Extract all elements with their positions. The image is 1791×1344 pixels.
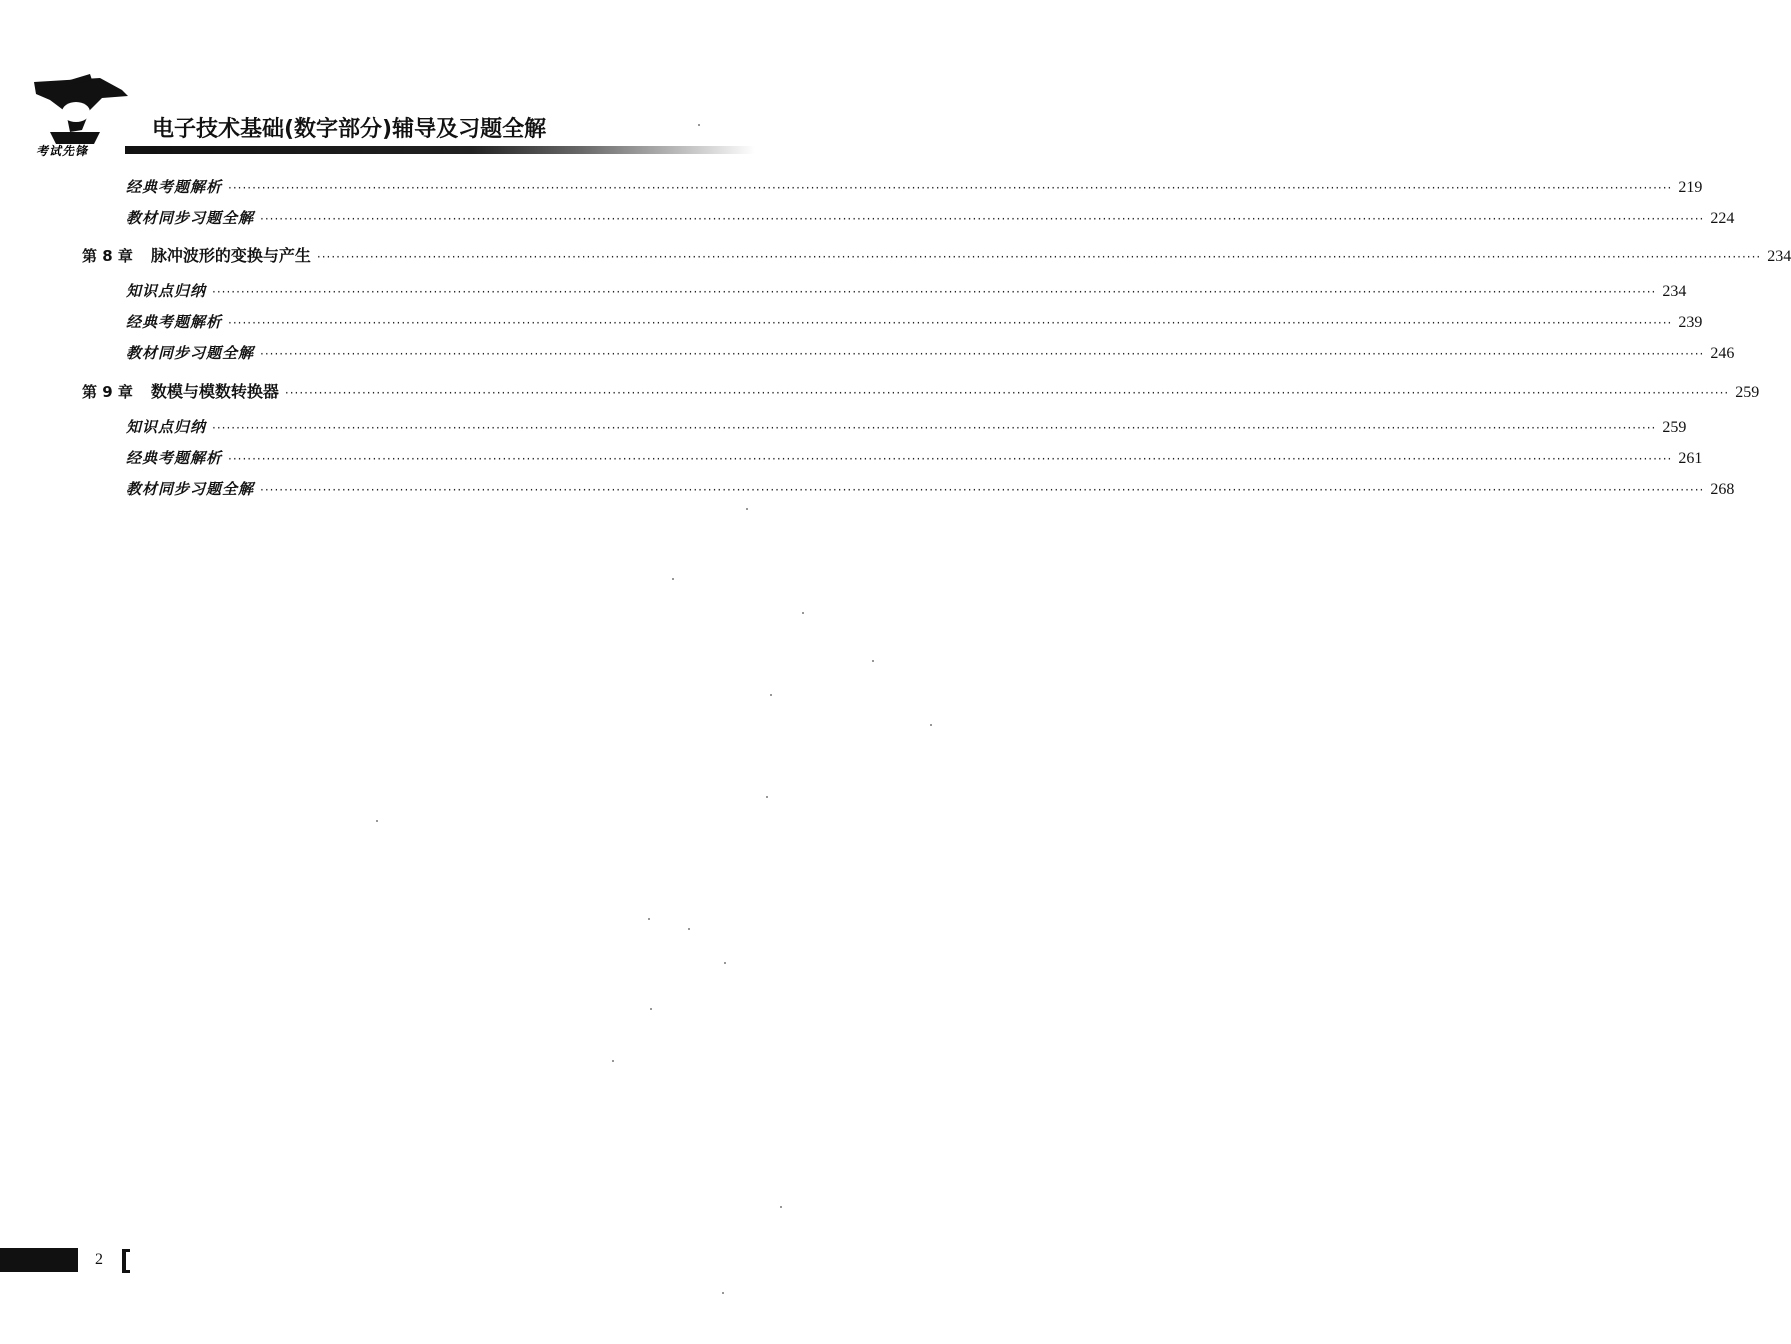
scan-speck [650,1008,652,1010]
scan-speck [376,820,378,822]
toc-section-entry [126,280,1687,301]
scan-speck [802,612,804,614]
footer-bar [0,1248,78,1272]
scan-speck [612,1060,614,1062]
chapter-number: 第 9 章 [82,383,133,401]
toc-chapter-entry [82,243,1791,266]
toc-section-entry [126,447,1703,468]
section-title: 教材同步习题全解 [126,344,255,362]
scan-speck [688,928,690,930]
scan-speck [766,796,768,798]
page-header [0,0,950,170]
header-rule [125,146,755,154]
page-ref: 268 [1710,481,1735,498]
page-ref: 259 [1662,419,1687,436]
footer-bracket [122,1249,130,1273]
scan-speck [770,694,772,696]
section-title: 教材同步习题全解 [126,480,255,498]
scan-speck [698,124,700,126]
toc-section-entry [126,311,1703,332]
section-title: 经典考题解析 [126,449,223,467]
book-title: 电子技术基础(数字部分)辅导及习题全解 [152,117,547,142]
section-title: 知识点归纳 [126,418,207,436]
section-title: 经典考题解析 [126,178,223,196]
scan-speck [746,508,748,510]
scan-speck [872,660,874,662]
leader-dots: ············································································································································································································································································································ [260,483,1705,497]
toc-chapter-entry [82,379,1760,402]
leader-dots: ············································································································································································································································································································ [260,347,1705,361]
leader-dots: ············································································································································································································································································································ [228,181,1673,195]
page-ref: 234 [1767,248,1791,265]
leader-dots: ············································································································································································································································································································ [228,452,1673,466]
page-ref: 219 [1678,179,1703,196]
page-number: 2 [95,1251,103,1268]
page-ref: 261 [1678,450,1703,467]
leader-dots: ············································································································································································································································································································ [228,316,1673,330]
scan-speck [930,724,932,726]
chapter-title: 数模与模数转换器 [150,382,279,401]
scan-speck [780,1206,782,1208]
section-title: 教材同步习题全解 [126,209,255,227]
page-ref: 259 [1735,384,1760,401]
toc-section-entry [126,478,1735,499]
toc-section-entry [126,342,1735,363]
page-ref: 234 [1662,283,1687,300]
scan-speck [648,918,650,920]
chapter-number: 第 8 章 [82,247,133,265]
page-ref: 239 [1678,314,1703,331]
scan-speck [724,962,726,964]
toc-section-entry [126,176,1703,197]
logo-text: 考试先锋 [36,144,89,158]
chapter-title: 脉冲波形的变换与产生 [150,246,311,265]
toc-section-entry [126,207,1735,228]
page-ref: 224 [1710,210,1735,227]
section-title: 经典考题解析 [126,313,223,331]
leader-dots: ············································································································································································································································································································ [212,421,1657,435]
section-title: 知识点归纳 [126,282,207,300]
leader-dots: ············································································································································································································································································································ [284,386,1730,400]
leader-dots: ············································································································································································································································································································ [316,250,1762,264]
leader-dots: ············································································································································································································································································································ [212,285,1657,299]
scan-speck [672,578,674,580]
scan-speck [722,1292,724,1294]
page-ref: 246 [1710,345,1735,362]
leader-dots: ············································································································································································································································································································ [260,212,1705,226]
toc-section-entry [126,416,1687,437]
